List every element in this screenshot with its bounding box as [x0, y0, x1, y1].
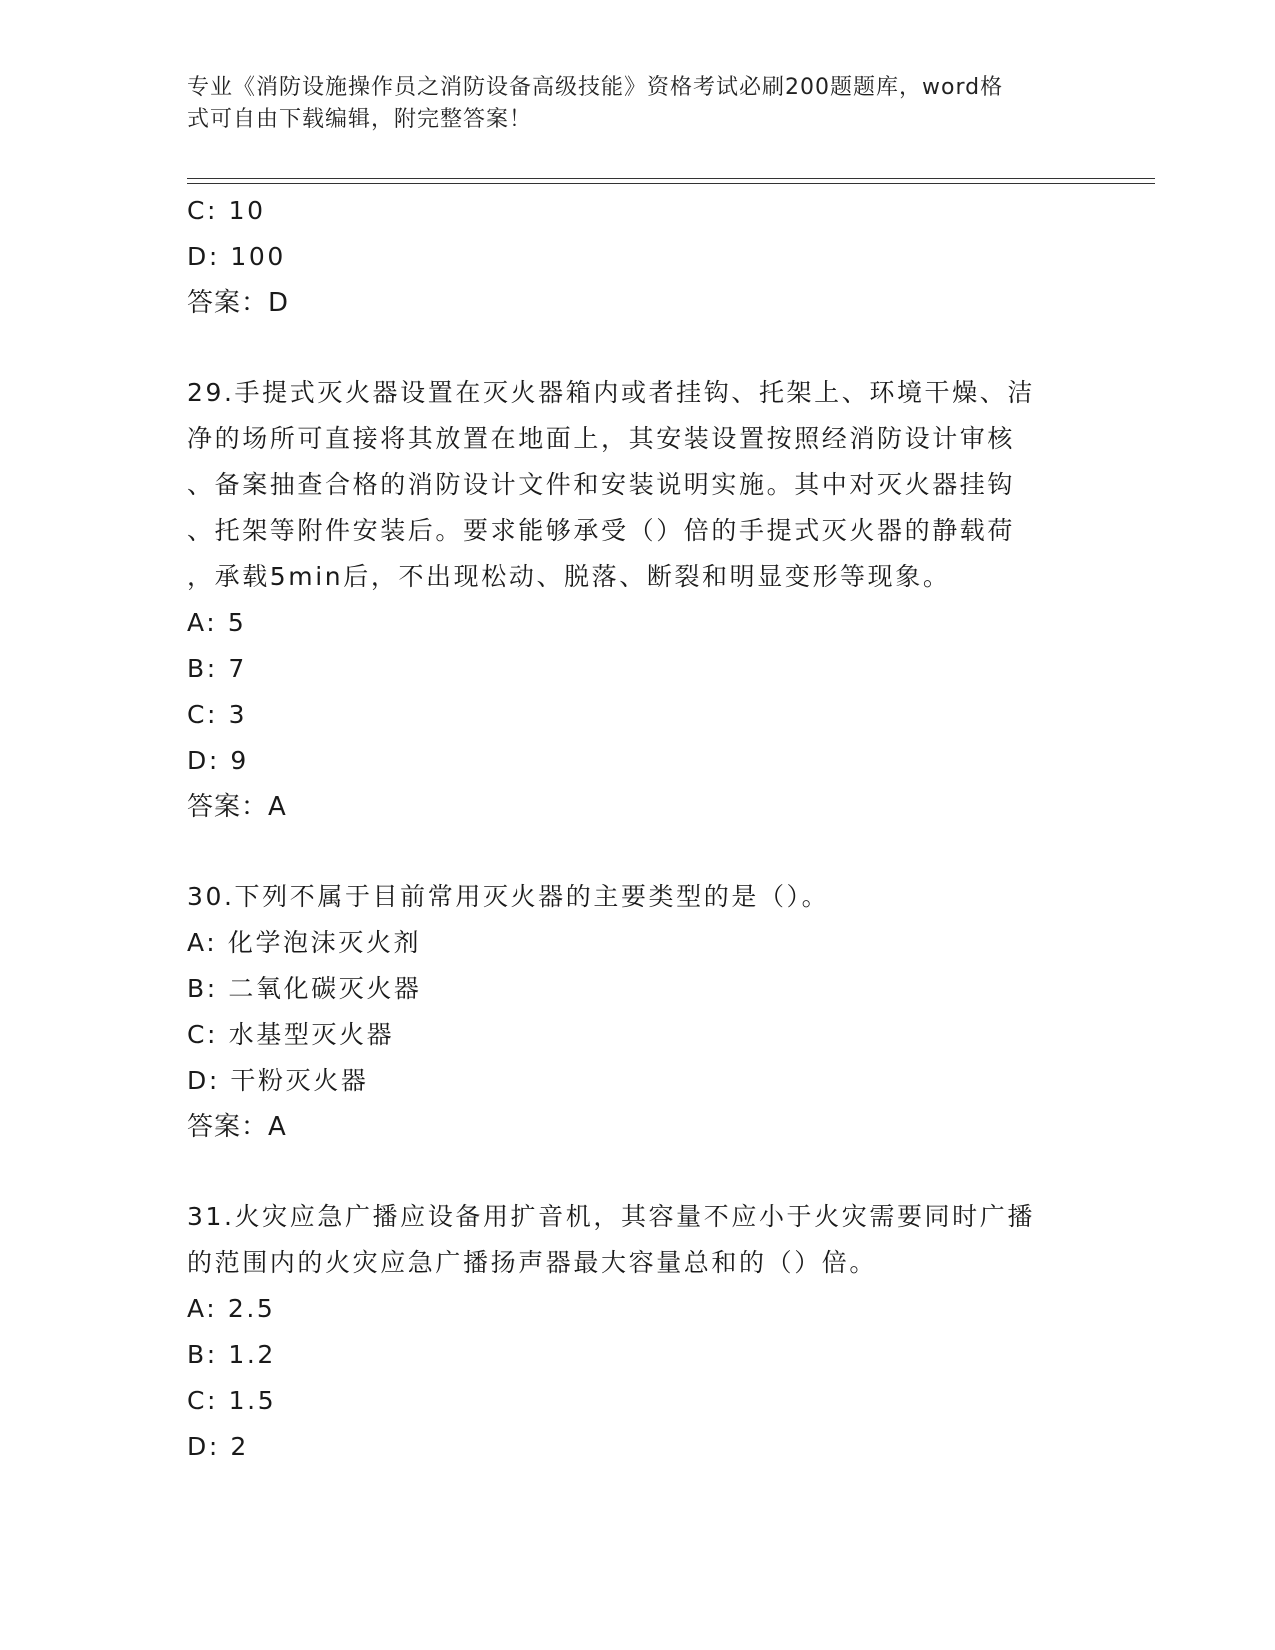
question-29 [187, 370, 1087, 830]
option-d [187, 234, 1087, 280]
header-rule-top [187, 178, 1155, 179]
option-letter: C: [187, 700, 219, 729]
option-text: 干粉灭火器 [230, 1066, 369, 1095]
option-letter: C: [187, 1020, 219, 1049]
option-letter: B: [187, 974, 218, 1003]
question-text-line: 的范围内的火灾应急广播扬声器最大容量总和的（）倍。 [187, 1248, 878, 1277]
option-c [187, 692, 1087, 738]
prev-question [187, 188, 1087, 326]
option-letter: A: [187, 608, 218, 637]
option-text: 3 [228, 700, 248, 729]
option-c [187, 1012, 1087, 1058]
option-letter: D: [187, 746, 220, 775]
option-letter: C: [187, 1386, 219, 1415]
option-b [187, 1332, 1087, 1378]
question-text-line: ，承载5min后，不出现松动、脱落、断裂和明显变形等现象。 [187, 562, 951, 591]
option-letter: A: [187, 1294, 218, 1323]
option-text: 9 [230, 746, 249, 775]
option-text: 5 [227, 608, 247, 637]
question-text-line: 、托架等附件安装后。要求能够承受（）倍的手提式灭火器的静载荷 [187, 516, 1016, 545]
question-30 [187, 874, 1087, 1150]
option-letter: B: [187, 654, 218, 683]
option-b [187, 646, 1087, 692]
option-a [187, 600, 1087, 646]
option-d [187, 738, 1087, 784]
option-text: 1.2 [228, 1340, 276, 1369]
option-b [187, 966, 1087, 1012]
question-text-line: 净的场所可直接将其放置在地面上，其安装设置按照经消防设计审核 [187, 424, 1016, 453]
question-list [187, 188, 1087, 1470]
option-letter: D: [187, 1066, 220, 1095]
option-text: 2 [230, 1432, 249, 1461]
answer-line: 答案：D [187, 288, 290, 318]
option-text: 化学泡沫灭火剂 [227, 928, 422, 957]
option-d [187, 1424, 1087, 1470]
option-text: 二氧化碳灭火器 [228, 974, 422, 1003]
option-text: 10 [228, 196, 266, 225]
answer-line: 答案：A [187, 1112, 287, 1142]
option-text: 7 [228, 654, 247, 683]
answer-line: 答案：A [187, 792, 287, 822]
option-d [187, 1058, 1087, 1104]
option-a [187, 920, 1087, 966]
question-text-line: 、备案抽查合格的消防设计文件和安装说明实施。其中对灭火器挂钩 [187, 470, 1016, 499]
header-line-2: 式可自由下载编辑，附完整答案！ [187, 107, 533, 132]
option-text: 水基型灭火器 [228, 1020, 395, 1049]
header-line-1: 专业《消防设施操作员之消防设备高级技能》资格考试必刷200题题库，word格 [187, 75, 1004, 100]
option-letter: A: [187, 928, 218, 957]
option-c [187, 188, 1087, 234]
option-a [187, 1286, 1087, 1332]
question-text-line: 30.下列不属于目前常用灭火器的主要类型的是（）。 [187, 882, 830, 911]
option-text: 100 [230, 242, 286, 271]
option-text: 1.5 [228, 1386, 277, 1415]
option-c [187, 1378, 1087, 1424]
option-letter: D: [187, 242, 220, 271]
question-text-line: 29.手提式灭火器设置在灭火器箱内或者挂钩、托架上、环境干燥、洁 [187, 378, 1035, 407]
option-text: 2.5 [227, 1294, 276, 1323]
question-text-line: 31.火灾应急广播应设备用扩音机，其容量不应小于火灾需要同时广播 [187, 1202, 1035, 1231]
question-31 [187, 1194, 1087, 1470]
option-letter: C: [187, 196, 219, 225]
option-letter: B: [187, 1340, 218, 1369]
option-letter: D: [187, 1432, 220, 1461]
document-header [187, 72, 1067, 136]
header-rule-bottom [187, 183, 1155, 184]
